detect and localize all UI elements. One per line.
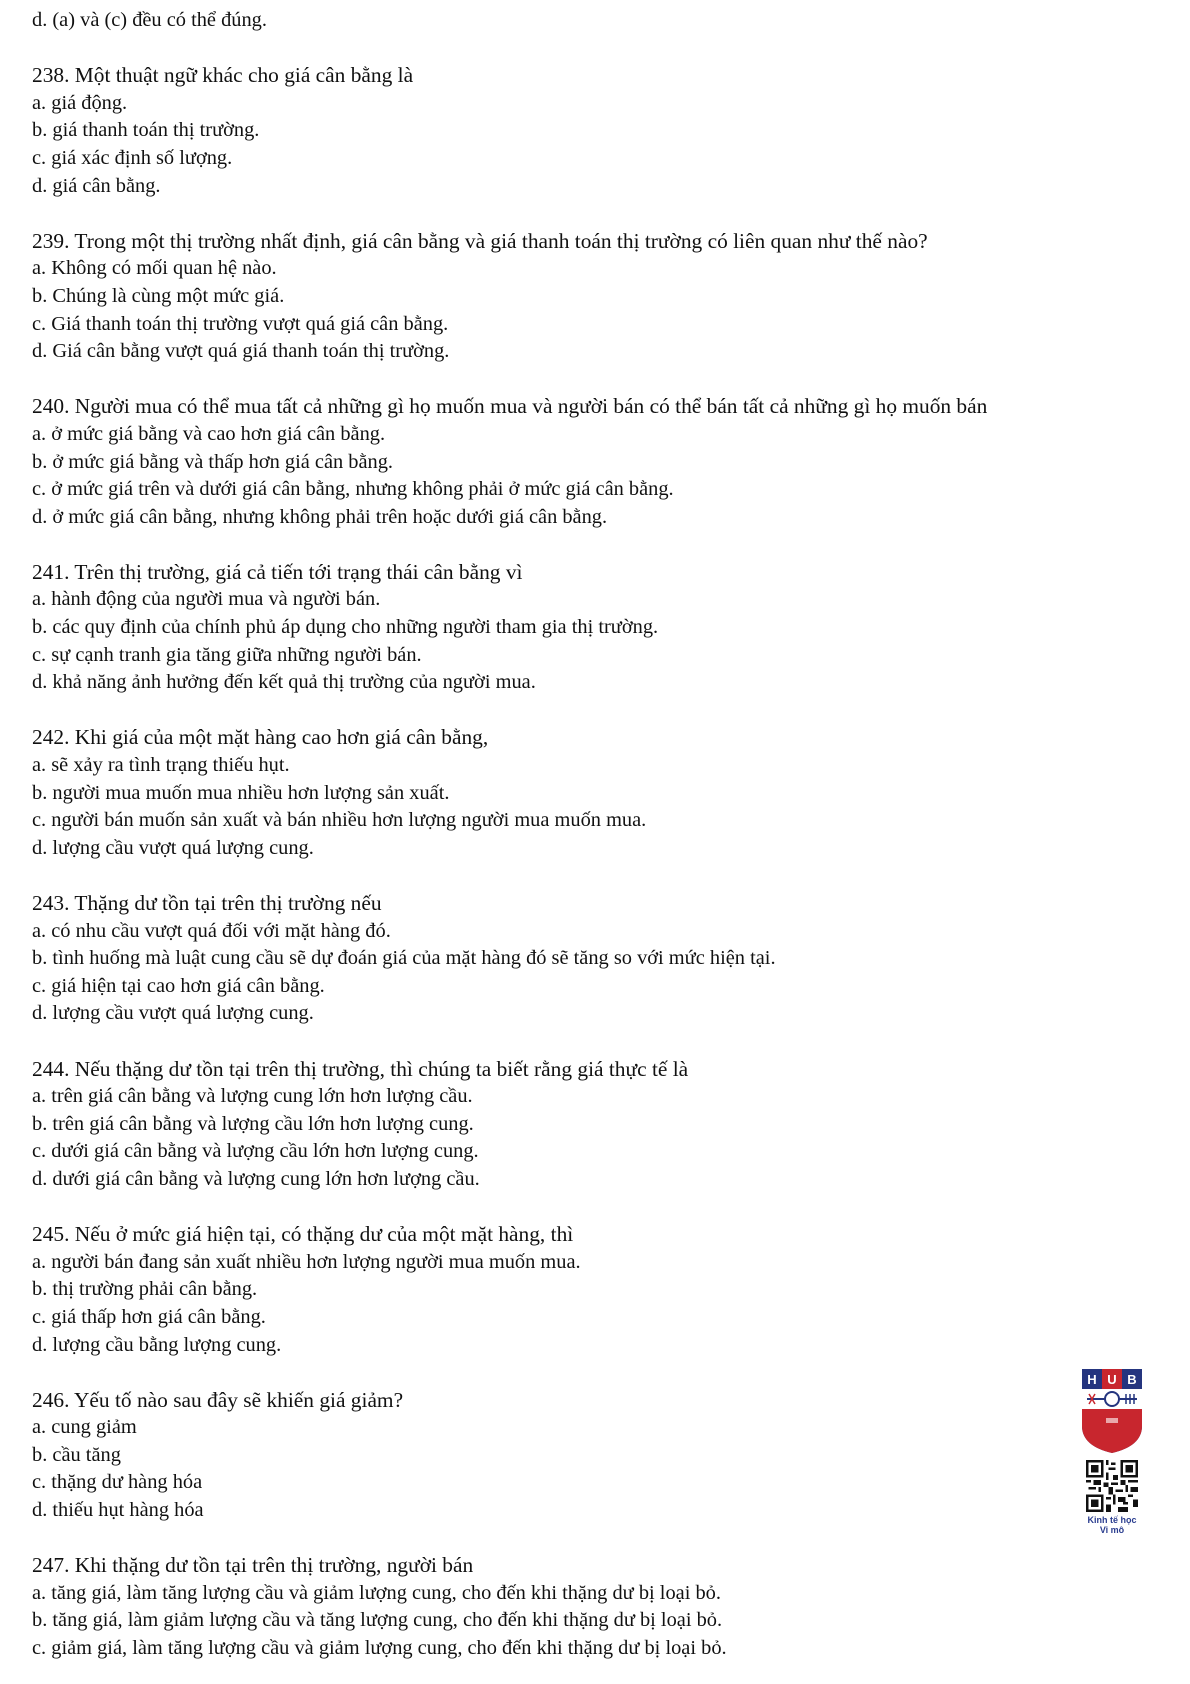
- logo-caption: [1081, 1515, 1143, 1535]
- answer-option: c. giá thấp hơn giá cân bằng.: [32, 1305, 266, 1328]
- answer-option: c. người bán muốn sản xuất và bán nhiều hơn lượng người mua muốn mua.: [32, 809, 647, 832]
- answer-option: a. người bán đang sản xuất nhiều hơn lượng người mua muốn mua.: [32, 1250, 581, 1273]
- answer-option: c. dưới giá cân bằng và lượng cầu lớn hơn lượng cung.: [32, 1140, 479, 1163]
- answer-option: b. cầu tăng: [32, 1443, 121, 1466]
- question-stem: 245. Nếu ở mức giá hiện tại, có thặng dư của một mặt hàng, thì: [32, 1222, 574, 1247]
- logo-caption-line1: Kinh tế học: [1087, 1515, 1137, 1525]
- answer-option: b. người mua muốn mua nhiều hơn lượng sản xuất.: [32, 781, 450, 804]
- question-block: [32, 1552, 1112, 1662]
- question-block: [32, 393, 1112, 531]
- answer-option: d. thiếu hụt hàng hóa: [32, 1499, 204, 1522]
- answer-option: d. khả năng ảnh hưởng đến kết quả thị trường của người mua.: [32, 671, 536, 694]
- answer-option: a. trên giá cân bằng và lượng cung lớn hơn lượng cầu.: [32, 1085, 473, 1108]
- question-block: [32, 62, 1112, 200]
- document-page: [32, 7, 1112, 1663]
- question-list: [32, 62, 1112, 1662]
- answer-option: c. Giá thanh toán thị trường vượt quá giá cân bằng.: [32, 312, 449, 335]
- answer-option: d. dưới giá cân bằng và lượng cung lớn hơn lượng cầu.: [32, 1167, 480, 1190]
- logo-letter-h: H: [1087, 1372, 1097, 1387]
- answer-option: b. thị trường phải cân bằng.: [32, 1278, 258, 1301]
- logo-caption-line2: Vi mô: [1099, 1525, 1125, 1535]
- question-stem: 241. Trên thị trường, giá cả tiến tới trạng thái cân bằng vì: [32, 559, 523, 584]
- answer-option: a. tăng giá, làm tăng lượng cầu và giảm lượng cung, cho đến khi thặng dư bị loại bỏ.: [32, 1581, 721, 1604]
- logo-letter-u: U: [1107, 1372, 1117, 1387]
- question-block: [32, 559, 1112, 697]
- answer-option: c. ở mức giá trên và dưới giá cân bằng, nhưng không phải ở mức giá cân bằng.: [32, 478, 674, 501]
- answer-option: b. tăng giá, làm giảm lượng cầu và tăng lượng cung, cho đến khi thặng dư bị loại bỏ.: [32, 1609, 723, 1632]
- question-block: [32, 1056, 1112, 1194]
- question-block: [32, 228, 1112, 366]
- answer-option: c. giá hiện tại cao hơn giá cân bằng.: [32, 974, 325, 997]
- answer-option: a. giá động.: [32, 91, 128, 114]
- answer-option: b. trên giá cân bằng và lượng cầu lớn hơn lượng cung.: [32, 1112, 474, 1135]
- answer-option: c. thặng dư hàng hóa: [32, 1471, 203, 1494]
- answer-option: a. hành động của người mua và người bán.: [32, 588, 381, 611]
- qr-code-icon: [1086, 1460, 1138, 1512]
- question-stem: 242. Khi giá của một mặt hàng cao hơn giá cân bằng,: [32, 725, 489, 750]
- question-stem: 240. Người mua có thể mua tất cả những gì họ muốn mua và người bán có thể bán tất cả những gì họ muốn bán: [32, 394, 988, 419]
- question-block: [32, 1387, 1112, 1525]
- answer-option: d. lượng cầu bằng lượng cung.: [32, 1333, 282, 1356]
- question-block: [32, 890, 1112, 1028]
- answer-option: d. lượng cầu vượt quá lượng cung.: [32, 1002, 314, 1025]
- answer-option: a. có nhu cầu vượt quá đối với mặt hàng đó.: [32, 919, 391, 942]
- question-stem: 246. Yếu tố nào sau đây sẽ khiến giá giảm?: [32, 1387, 404, 1412]
- answer-option: b. giá thanh toán thị trường.: [32, 119, 260, 142]
- answer-option: a. Không có mối quan hệ nào.: [32, 257, 277, 280]
- question-block: [32, 724, 1112, 862]
- answer-option: b. Chúng là cùng một mức giá.: [32, 284, 285, 307]
- hub-shield-icon: [1081, 1368, 1143, 1454]
- answer-option: c. sự cạnh tranh gia tăng giữa những người bán.: [32, 643, 422, 666]
- question-stem: 244. Nếu thặng dư tồn tại trên thị trường, thì chúng ta biết rằng giá thực tế là: [32, 1056, 689, 1081]
- answer-option: d. giá cân bằng.: [32, 174, 161, 197]
- answer-option: c. giá xác định số lượng.: [32, 146, 233, 169]
- question-stem: 238. Một thuật ngữ khác cho giá cân bằng là: [32, 63, 414, 88]
- answer-option: c. giảm giá, làm tăng lượng cầu và giảm lượng cung, cho đến khi thặng dư bị loại bỏ.: [32, 1637, 727, 1660]
- answer-option: b. các quy định của chính phủ áp dụng cho những người tham gia thị trường.: [32, 616, 659, 639]
- question-block: [32, 1221, 1112, 1359]
- answer-option: b. ở mức giá bằng và thấp hơn giá cân bằng.: [32, 450, 394, 473]
- hub-logo: [1081, 1368, 1143, 1535]
- answer-option: b. tình huống mà luật cung cầu sẽ dự đoán giá của mặt hàng đó sẽ tăng so với mức hiện tại.: [32, 947, 776, 970]
- answer-option: d. ở mức giá cân bằng, nhưng không phải trên hoặc dưới giá cân bằng.: [32, 505, 608, 528]
- answer-option: a. sẽ xảy ra tình trạng thiếu hụt.: [32, 754, 290, 777]
- answer-option: d. lượng cầu vượt quá lượng cung.: [32, 836, 314, 859]
- answer-option: d. Giá cân bằng vượt quá giá thanh toán thị trường.: [32, 340, 450, 363]
- lead-option-line: d. (a) và (c) đều có thể đúng.: [32, 9, 267, 31]
- question-stem: 243. Thặng dư tồn tại trên thị trường nếu: [32, 891, 382, 915]
- answer-option: a. ở mức giá bằng và cao hơn giá cân bằng.: [32, 422, 386, 445]
- answer-option: a. cung giảm: [32, 1416, 137, 1439]
- question-stem: 247. Khi thặng dư tồn tại trên thị trường, người bán: [32, 1553, 474, 1578]
- logo-letter-b: B: [1127, 1372, 1137, 1387]
- question-stem: 239. Trong một thị trường nhất định, giá cân bằng và giá thanh toán thị trường có liên quan như thế nào?: [32, 228, 928, 253]
